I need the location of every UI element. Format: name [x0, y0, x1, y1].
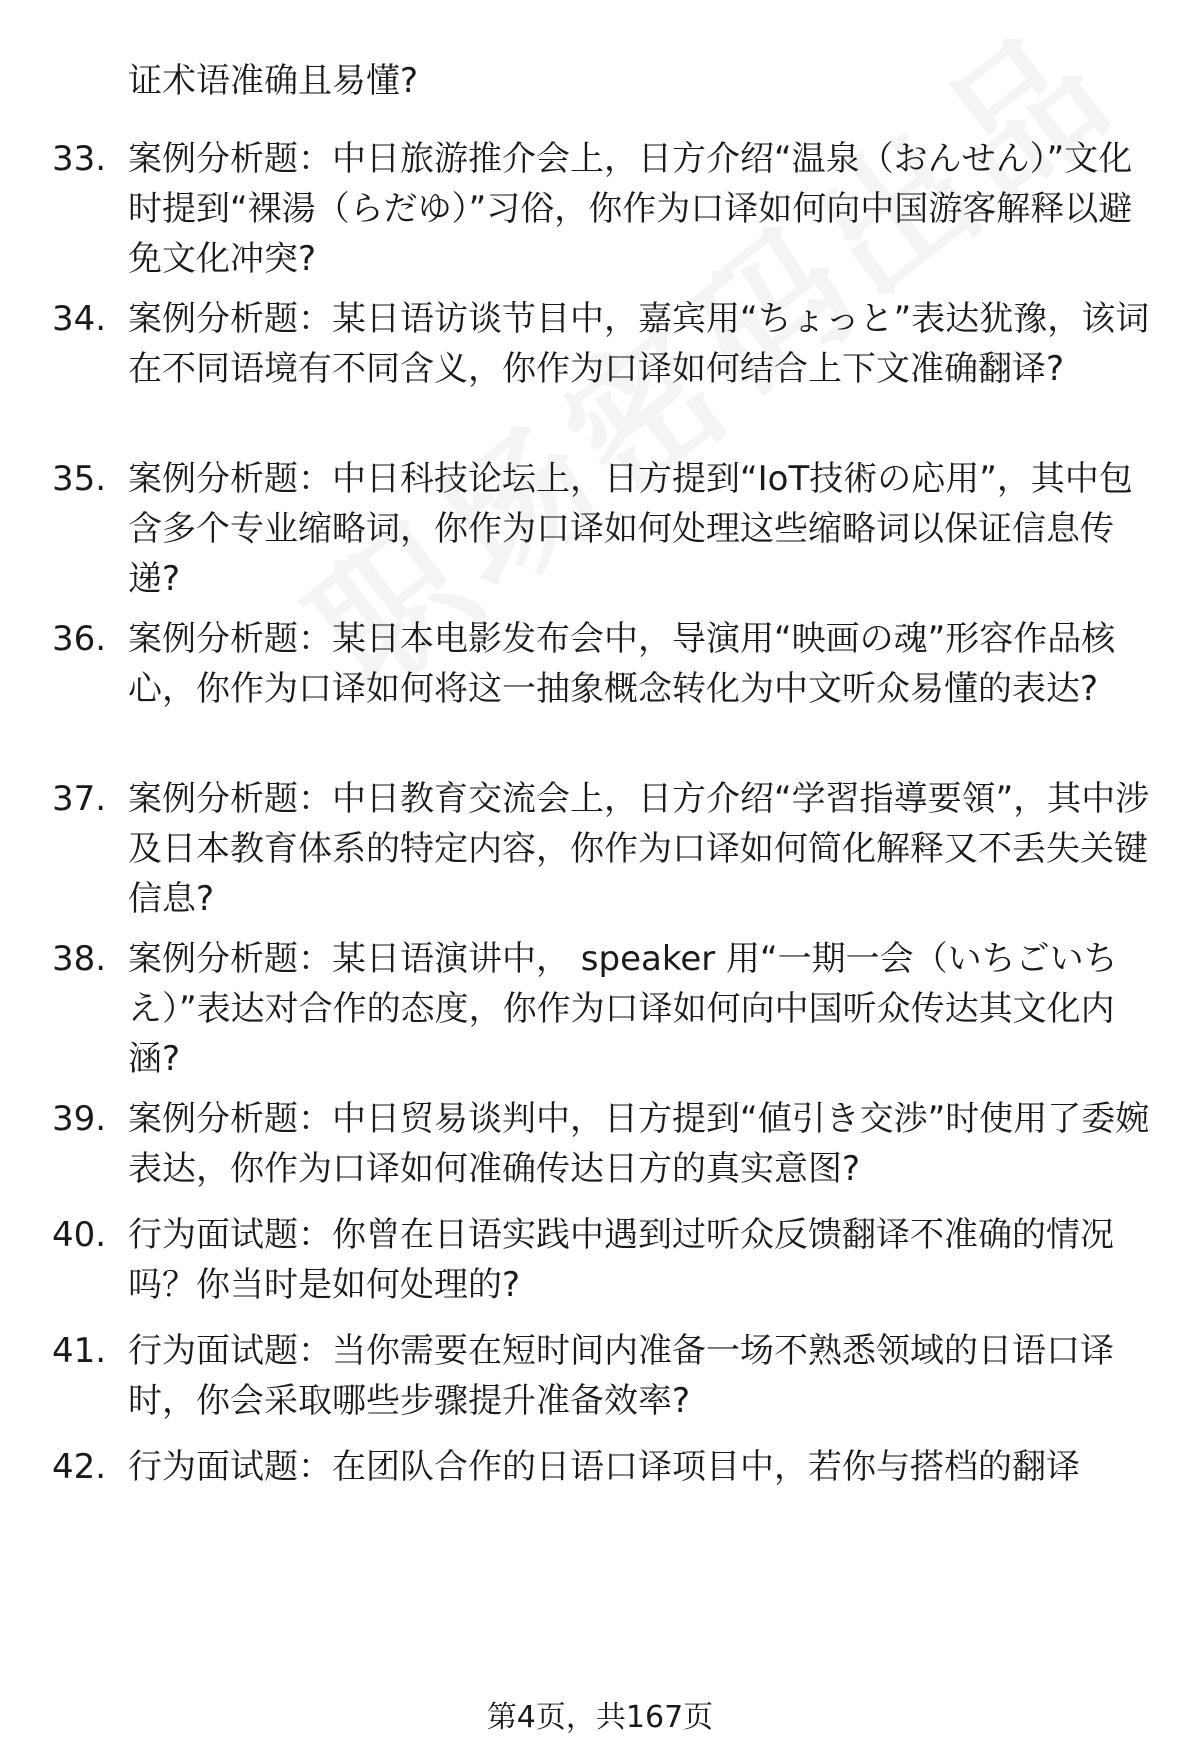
question-text: 行为面试题：当你需要在短时间内准备一场不熟悉领域的日语口译时，你会采取哪些步骤提升准备效率? — [128, 1331, 1114, 1421]
question-text: 行为面试题：你曾在日语实践中遇到过听众反馈翻译不准确的情况吗？你当时是如何处理的? — [128, 1215, 1114, 1305]
question-number: 39. — [52, 1099, 107, 1139]
question-text: 案例分析题：某日语访谈节目中，嘉宾用“ちょっと”表达犹豫，该词在不同语境有不同含义，你作为口译如何结合上下文准确翻译? — [128, 299, 1150, 389]
question-number: 34. — [52, 299, 107, 339]
question-text: 行为面试题：在团队合作的日语口译项目中，若你与搭档的翻译 — [128, 1447, 1080, 1487]
question-text: 案例分析题：某日本电影发布会中，导演用“映画の魂”形容作品核心，你作为口译如何将这一抽象概念转化为中文听众易懂的表达? — [128, 619, 1116, 709]
question-text: 案例分析题：中日教育交流会上，日方介绍“学習指導要領”，其中涉及日本教育体系的特定内容，你作为口译如何简化解释又不丢失关键信息? — [128, 779, 1150, 919]
question-text: 案例分析题：中日科技论坛上，日方提到“IoT技術の応用”，其中包含多个专业缩略词，你作为口译如何处理这些缩略词以保证信息传递? — [128, 459, 1133, 599]
question-number: 38. — [52, 939, 107, 979]
question-number: 40. — [52, 1215, 107, 1255]
question-text: 案例分析题：中日旅游推介会上，日方介绍“温泉（おんせん）”文化时提到“裸湯（らだゆ）”习俗，你作为口译如何向中国游客解释以避免文化冲突? — [128, 139, 1133, 279]
question-number: 37. — [52, 779, 107, 819]
page-footer: 第4页，共167页 — [486, 1700, 714, 1735]
continuation-text: 证术语准确且易懂? — [128, 61, 419, 101]
question-number: 42. — [52, 1447, 107, 1487]
question-number: 36. — [52, 619, 107, 659]
question-number: 41. — [52, 1331, 107, 1371]
question-text: 案例分析题：中日贸易谈判中，日方提到“値引き交渉”时使用了委婉表达，你作为口译如何准确传达日方的真实意图? — [128, 1099, 1150, 1189]
question-number: 35. — [52, 459, 107, 499]
question-text: 案例分析题：某日语演讲中， speaker 用“一期一会（いちごいちえ）”表达对合作的态度，你作为口译如何向中国听众传达其文化内涵? — [128, 939, 1118, 1079]
question-number: 33. — [52, 139, 107, 179]
